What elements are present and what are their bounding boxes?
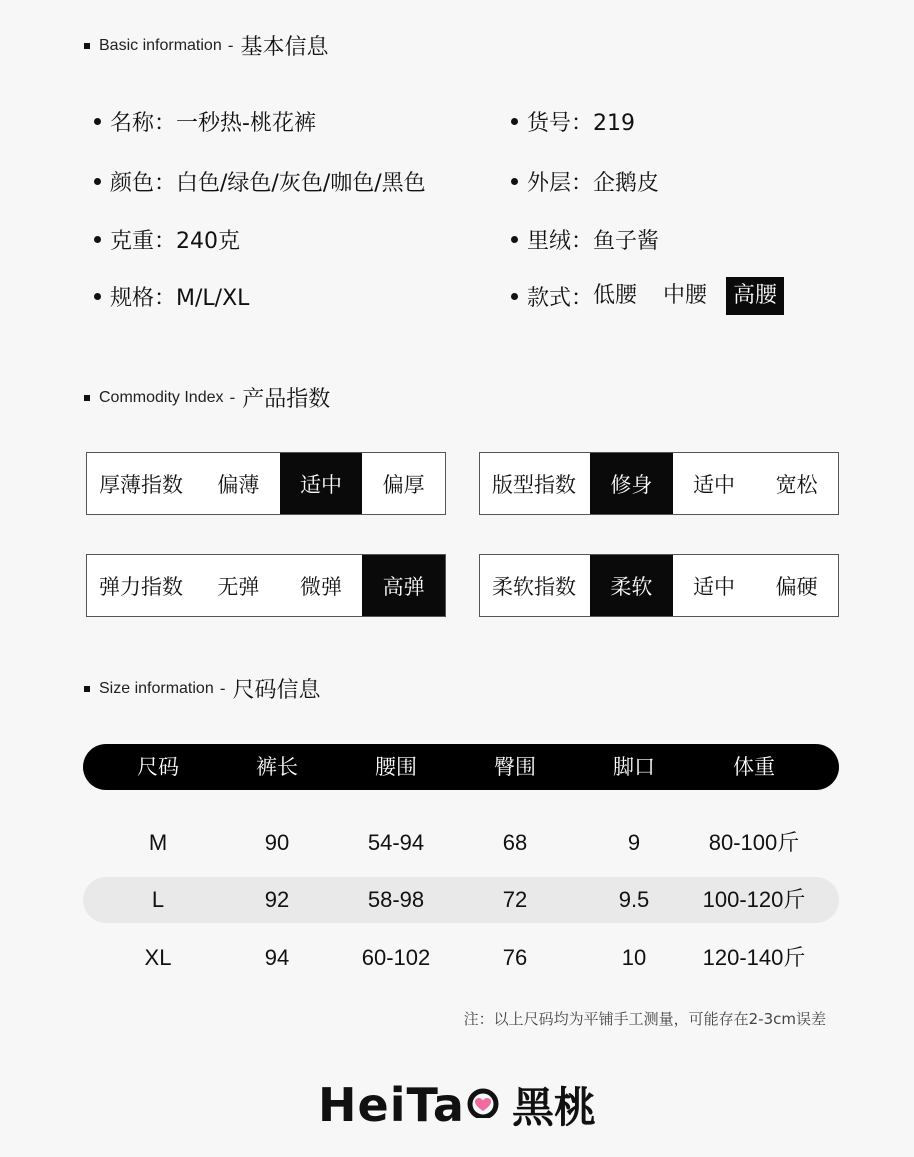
size-cell: 54-94 <box>367 830 425 855</box>
index-label: 柔软指数 <box>492 574 576 599</box>
size-column-header: 臀围 <box>494 755 536 779</box>
index-label: 厚薄指数 <box>99 472 183 497</box>
index-box-elasticity <box>86 554 446 617</box>
index-label: 弹力指数 <box>99 574 183 599</box>
dot-bullet-icon <box>94 118 101 125</box>
brand-logo <box>0 1075 914 1135</box>
size-cell: 92 <box>264 887 290 912</box>
index-label: 版型指数 <box>492 472 576 497</box>
size-table-header <box>83 744 839 790</box>
weight-unit: 斤 <box>777 831 800 856</box>
index-box-fit <box>479 452 839 515</box>
dot-bullet-icon <box>94 178 101 185</box>
index-option: 高弹 <box>362 555 445 616</box>
heading-cn: 基本信息 <box>240 35 329 60</box>
waist-style-option: 低腰 <box>593 283 638 308</box>
heart-icon <box>467 1088 499 1122</box>
size-cell <box>694 877 814 923</box>
product-spec <box>94 277 249 315</box>
size-info-heading <box>84 673 321 704</box>
size-column-header: 脚口 <box>613 755 655 779</box>
weight-range: 100-120 <box>702 887 784 912</box>
size-cell: 68 <box>502 830 528 855</box>
size-cell: 9 <box>627 830 641 855</box>
index-option: 偏厚 <box>382 472 425 497</box>
index-option: 偏薄 <box>217 472 260 497</box>
waist-style-label: 款式： <box>527 285 594 311</box>
heading-cn: 产品指数 <box>242 387 331 412</box>
size-column-header: 尺码 <box>137 755 179 779</box>
waist-style-option: 中腰 <box>663 283 708 308</box>
index-box-softness <box>479 554 839 617</box>
product-weight <box>94 220 240 258</box>
dot-bullet-icon <box>511 293 518 300</box>
dot-bullet-icon <box>94 293 101 300</box>
waist-style-option: 高腰 <box>726 277 784 315</box>
size-column-header: 腰围 <box>375 755 417 779</box>
heading-cn: 尺码信息 <box>232 678 321 703</box>
index-box-thickness <box>86 452 446 515</box>
square-bullet-icon <box>84 395 90 401</box>
size-cell: 9.5 <box>618 887 650 912</box>
weight-range: 120-140 <box>702 945 784 970</box>
brand-name-cn: 黑桃 <box>511 1083 596 1132</box>
commodity-index-heading <box>84 382 330 413</box>
dot-bullet-icon <box>511 178 518 185</box>
size-row-l <box>83 877 839 923</box>
lining-material <box>511 220 659 258</box>
heading-en: Basic information <box>99 36 222 54</box>
size-cell: 58-98 <box>367 887 425 912</box>
index-option: 宽松 <box>775 472 818 497</box>
index-option: 偏硬 <box>775 574 818 599</box>
basic-info-heading <box>84 30 329 61</box>
outer-material <box>511 162 659 200</box>
size-cell: 94 <box>264 945 290 970</box>
weight-unit: 斤 <box>783 946 806 971</box>
item-number-text: 货号：219 <box>527 110 635 136</box>
size-row-m <box>83 820 839 866</box>
square-bullet-icon <box>84 43 90 49</box>
index-option: 适中 <box>280 453 363 514</box>
size-cell: 72 <box>502 887 528 912</box>
product-name-text: 名称：一秒热-桃花裤 <box>110 110 316 136</box>
heading-separator: - <box>229 388 236 407</box>
product-colors <box>94 162 426 200</box>
product-name <box>94 102 316 140</box>
heading-separator: - <box>219 679 226 698</box>
size-cell <box>694 820 814 866</box>
item-number <box>511 102 635 140</box>
weight-unit: 斤 <box>783 888 806 913</box>
size-column-header: 裤长 <box>256 755 298 779</box>
heading-separator: - <box>227 36 234 55</box>
heading-en: Size information <box>99 679 214 697</box>
index-option: 无弹 <box>217 574 260 599</box>
lining-material-text: 里绒：鱼子酱 <box>527 228 660 254</box>
index-option: 修身 <box>590 453 673 514</box>
product-colors-text: 颜色：白色/绿色/灰色/咖色/黑色 <box>110 170 426 196</box>
product-spec-text: 规格：M/L/XL <box>110 285 250 311</box>
index-option: 适中 <box>693 472 735 497</box>
size-row-xl <box>83 935 839 981</box>
dot-bullet-icon <box>511 236 518 243</box>
index-option: 柔软 <box>590 555 673 616</box>
product-weight-text: 克重：240克 <box>110 228 240 254</box>
heading-en: Commodity Index <box>99 388 224 406</box>
outer-material-text: 外层：企鹅皮 <box>527 170 660 196</box>
size-cell: 90 <box>264 830 290 855</box>
dot-bullet-icon <box>511 118 518 125</box>
size-cell: 76 <box>502 945 528 970</box>
dot-bullet-icon <box>94 236 101 243</box>
size-cell <box>694 935 814 981</box>
size-cell: 10 <box>621 945 647 970</box>
size-column-header: 体重 <box>733 755 775 779</box>
weight-range: 80-100 <box>708 830 778 855</box>
size-cell: XL <box>144 945 172 970</box>
square-bullet-icon <box>84 686 90 692</box>
measurement-note: 注：以上尺码均为平铺手工测量，可能存在2-3cm误差 <box>463 1010 826 1028</box>
size-cell: L <box>151 887 165 912</box>
waist-style-options <box>586 277 784 315</box>
size-cell: 60-102 <box>361 945 431 970</box>
waist-style <box>511 277 784 315</box>
index-option: 适中 <box>693 574 735 599</box>
index-option: 微弹 <box>300 574 342 599</box>
size-cell: M <box>148 830 168 855</box>
brand-name-en: HeiTa <box>318 1078 465 1132</box>
